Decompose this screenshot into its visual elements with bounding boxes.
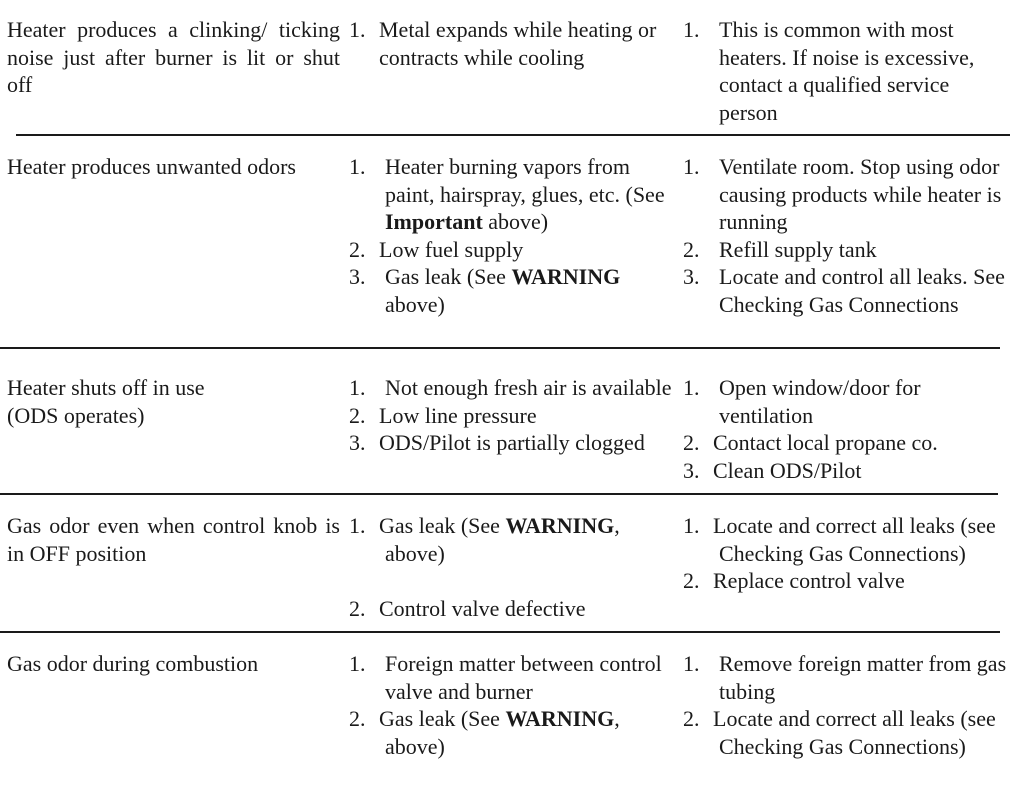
row-2-remedy-2	[683, 429, 1008, 457]
remedy-number: 2.	[683, 236, 700, 262]
cause-number: 2.	[349, 706, 366, 732]
row-1-problem: Heater produces unwanted odors	[7, 154, 296, 179]
row-divider	[0, 347, 1000, 349]
remedy-number: 1.	[683, 154, 700, 179]
row-2-cause-1	[349, 374, 674, 402]
remedy-number: 3.	[683, 264, 700, 290]
remedy-text: Replace control valve	[713, 568, 905, 594]
row-divider	[16, 134, 1010, 136]
cause-text: Low fuel supply	[379, 236, 524, 262]
cause-number: 1.	[349, 17, 366, 42]
row-2-remedies	[683, 374, 1008, 484]
remedy-number: 1.	[683, 17, 700, 42]
row-2-cause-2	[349, 402, 674, 430]
cause-number: 3.	[349, 430, 366, 456]
cause-text: Low line pressure	[379, 402, 537, 428]
remedy-text: Open window/door for ventilation	[719, 375, 921, 428]
important-emphasis: Important	[385, 209, 483, 235]
cause-number: 1.	[349, 513, 366, 538]
row-3-cause-1	[349, 512, 674, 595]
remedy-text: Locate and correct all leaks (see Checking Gas Connections)	[713, 513, 996, 566]
row-0-problem: Heater produces a clinking/ ticking noise just after burner is lit or shut off	[7, 17, 340, 98]
row-1-remedy-3	[683, 263, 1008, 318]
cause-text: Control valve defective	[379, 595, 586, 621]
row-3-remedies	[683, 512, 1008, 595]
row-1-cause-2	[349, 236, 674, 264]
row-3-remedy-1	[683, 512, 1008, 567]
remedy-text: Locate and control all leaks. See Checking Gas Connections	[719, 264, 1005, 317]
row-1-remedy-1	[683, 153, 1008, 236]
remedy-text: Locate and correct all leaks (see Checking Gas Connections)	[713, 706, 996, 759]
row-2-causes	[349, 374, 674, 457]
row-4-remedies	[683, 650, 1008, 760]
row-divider	[0, 493, 998, 495]
row-2-remedy-1	[683, 374, 1008, 429]
cause-number: 3.	[349, 264, 366, 290]
row-1-causes	[349, 153, 674, 319]
row-0-remedy-1	[683, 16, 1008, 126]
remedy-number: 2.	[683, 568, 700, 594]
remedy-number: 3.	[683, 457, 700, 483]
row-3-causes	[349, 512, 674, 622]
row-1-remedy-2	[683, 236, 1008, 264]
cause-number: 1.	[349, 154, 366, 179]
remedy-number: 2.	[683, 430, 700, 456]
cause-text: Foreign matter between control valve and burner	[385, 651, 662, 704]
cause-text: Gas leak (See WARNING, above)	[379, 706, 620, 759]
remedy-text: Ventilate room. Stop using odor causing products while heater is running	[719, 154, 1002, 235]
remedy-text: This is common with most heaters. If noise is excessive, contact a qualified service person	[719, 17, 975, 125]
row-2-cause-3	[349, 429, 674, 457]
cause-number: 1.	[349, 375, 366, 400]
warning-emphasis: WARNING	[505, 513, 615, 538]
row-2-problem-line: (ODS operates)	[7, 402, 145, 428]
remedy-text: Remove foreign matter from gas tubing	[719, 651, 1007, 704]
warning-emphasis: WARNING	[511, 264, 621, 290]
cause-text: Metal expands while heating or contracts while cooling	[379, 17, 657, 70]
row-0-remedies	[683, 16, 1008, 126]
row-1-cause-1	[349, 153, 674, 236]
row-3-problem: Gas odor even when control knob is in OFF position	[7, 513, 340, 566]
row-1-cause-3	[349, 263, 674, 318]
row-4-remedy-1	[683, 650, 1008, 705]
cause-text: ODS/Pilot is partially clogged	[379, 430, 645, 456]
row-divider	[0, 631, 1000, 633]
cause-text: Gas leak (See WARNING, above)	[379, 513, 620, 566]
cause-number: 2.	[349, 402, 366, 428]
row-3-remedy-2	[683, 567, 1008, 595]
row-4-problem: Gas odor during combustion	[7, 651, 259, 676]
row-4-cause-2	[349, 705, 674, 760]
remedy-number: 2.	[683, 706, 700, 732]
row-2-remedy-3	[683, 457, 1008, 485]
row-2-problem	[7, 374, 340, 429]
remedy-text: Refill supply tank	[719, 236, 877, 262]
remedy-text: Clean ODS/Pilot	[713, 457, 862, 483]
remedy-number: 1.	[683, 651, 700, 676]
cause-number: 2.	[349, 595, 366, 621]
cause-number: 1.	[349, 651, 366, 676]
cause-text: Gas leak (See WARNING above)	[385, 264, 621, 317]
cause-text: Heater burning vapors from paint, hairspray, glues, etc. (See Important above)	[385, 154, 665, 235]
warning-emphasis: WARNING	[505, 706, 615, 732]
cause-number: 2.	[349, 236, 366, 262]
row-4-remedy-2	[683, 705, 1008, 760]
row-4-causes	[349, 650, 674, 760]
row-1-remedies	[683, 153, 1008, 319]
remedy-text: Contact local propane co.	[713, 430, 938, 456]
remedy-number: 1.	[683, 513, 700, 538]
row-0-causes	[349, 16, 674, 71]
row-2-problem-line: Heater shuts off in use	[7, 375, 205, 400]
row-4-cause-1	[349, 650, 674, 705]
remedy-number: 1.	[683, 375, 700, 400]
cause-text: Not enough fresh air is available	[385, 375, 672, 400]
row-3-cause-2	[349, 595, 674, 623]
row-0-cause-1	[349, 16, 674, 71]
